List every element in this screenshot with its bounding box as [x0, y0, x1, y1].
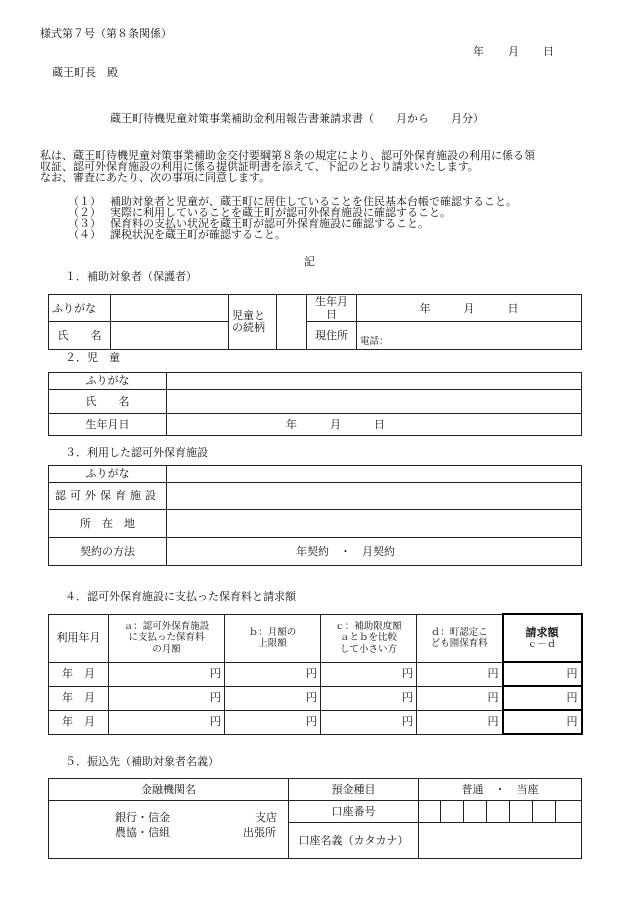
fee-row-3: [49, 710, 582, 734]
account-digit-5[interactable]: [510, 801, 533, 823]
guardian-furigana-field[interactable]: [111, 295, 229, 322]
section2-heading: ２．児 童: [65, 351, 120, 364]
bank-type-2: 農協・信組: [115, 826, 170, 839]
contract-method-label: 契約の方法: [49, 538, 167, 566]
fee-row-1: [49, 662, 582, 686]
facility-table: [48, 465, 582, 566]
consent-1-number: （１）: [68, 195, 101, 208]
bank-table: [48, 778, 582, 859]
ki-label: 記: [304, 255, 315, 268]
col-c-line1: ｃ：補助限度額: [335, 620, 402, 632]
col-d-header: [417, 614, 503, 662]
branch-label-1: 支店: [255, 811, 277, 824]
child-furigana-field[interactable]: [167, 373, 582, 390]
row2-e[interactable]: 円: [503, 686, 582, 710]
addressee: 蔵王町長 殿: [52, 66, 118, 79]
col-a-line3: の月額: [152, 643, 181, 655]
account-name-label: 口座名義（カタカナ）: [289, 823, 419, 859]
intro-line-2: 収証、認可外保育施設の利用に係る提供証明書を添えて、下記のとおり請求いたします。: [40, 160, 479, 173]
col-e-line2: ｃ－ｄ: [527, 638, 557, 650]
guardian-relation-field[interactable]: [277, 295, 307, 350]
col-b-header: [225, 614, 321, 662]
guardian-address-field[interactable]: [357, 322, 582, 350]
child-birth-label: 生年月日: [49, 414, 167, 436]
col-c-line3: して小さい方: [339, 643, 397, 655]
section5-heading: ５．振込先（補助対象者名義）: [65, 755, 219, 768]
col-a-line1: ａ：認可外保育施設: [123, 620, 210, 632]
row2-b[interactable]: 円: [225, 686, 321, 710]
row1-b[interactable]: 円: [225, 662, 321, 686]
section3-heading: ３．利用した認可外保育施設: [65, 446, 208, 459]
col-month-header: 利用年月: [49, 614, 109, 662]
facility-name-field[interactable]: [167, 483, 582, 510]
row3-e[interactable]: 円: [503, 710, 582, 734]
consent-2-number: （２）: [68, 206, 101, 219]
child-name-field[interactable]: [167, 390, 582, 414]
account-digit-4[interactable]: [487, 801, 510, 823]
child-birth-field[interactable]: 年 月 日: [167, 414, 582, 436]
fee-table: [48, 613, 583, 735]
deposit-type-label: 預金種目: [289, 779, 419, 801]
col-b-line1: ｂ：月額の: [248, 626, 297, 638]
facility-furigana-label: ふりがな: [49, 466, 167, 483]
col-b-line2: 上限額: [258, 638, 287, 649]
guardian-furigana-label: ふりがな: [49, 295, 111, 322]
row2-month[interactable]: 年 月: [49, 686, 109, 710]
guardian-relation-label: 児童との続柄: [229, 295, 277, 350]
col-c-header: [321, 614, 417, 662]
guardian-name-field[interactable]: [111, 322, 229, 350]
facility-name-label: 認可外保育施設: [49, 483, 167, 510]
guardian-name-label: 氏 名: [49, 322, 111, 350]
date-month-label: 月: [508, 45, 519, 58]
account-name-field[interactable]: [419, 823, 582, 859]
consent-4-text: 課税状況を蔵王町が確認すること。: [110, 228, 286, 241]
account-digit-1[interactable]: [419, 801, 441, 823]
account-digit-2[interactable]: [441, 801, 464, 823]
consent-3-number: （３）: [68, 217, 101, 230]
child-furigana-label: ふりがな: [49, 373, 167, 390]
phone-label: 電話：: [360, 335, 389, 347]
child-table: [48, 372, 582, 436]
consent-3-text: 保育料の支払い状況を蔵王町が認可外保育施設に確認すること。: [110, 217, 429, 230]
date-year-label: 年: [473, 45, 484, 58]
bank-name-field[interactable]: [49, 801, 289, 859]
row2-d[interactable]: 円: [417, 686, 503, 710]
facility-location-label: 所 在 地: [49, 510, 167, 538]
col-e-header: [503, 614, 582, 662]
account-number-label: 口座番号: [289, 801, 419, 823]
document-title: 蔵王町待機児童対策事業補助金利用報告書兼請求書（ 月から 月分）: [110, 112, 484, 125]
facility-furigana-field[interactable]: [167, 466, 582, 483]
intro-line-3: なお、審査にあたり、次の事項に同意します。: [40, 171, 271, 184]
consent-1-text: 補助対象者と児童が、蔵王町に居住していることを住民基本台帳で確認すること。: [110, 195, 517, 208]
bank-name-header: 金融機関名: [49, 779, 289, 801]
row1-e[interactable]: 円: [503, 662, 582, 686]
intro-line-1: 私は、蔵王町待機児童対策事業補助金交付要綱第８条の規定により、認可外保育施設の利用に係る領: [40, 149, 535, 162]
col-e-line1: 請求額: [525, 625, 559, 639]
col-a-header: [109, 614, 225, 662]
row1-month[interactable]: 年 月: [49, 662, 109, 686]
row2-c[interactable]: 円: [321, 686, 417, 710]
bank-type-1: 銀行・信金: [115, 811, 170, 824]
row1-c[interactable]: 円: [321, 662, 417, 686]
row1-a[interactable]: 円: [109, 662, 225, 686]
row3-d[interactable]: 円: [417, 710, 503, 734]
facility-location-field[interactable]: [167, 510, 582, 538]
account-digit-6[interactable]: [533, 801, 556, 823]
guardian-birth-label: 生年月日: [307, 295, 357, 322]
date-day-label: 日: [543, 45, 554, 58]
consent-4-number: （４）: [68, 228, 101, 241]
col-d-line1: ｄ：町認定こ: [430, 626, 488, 638]
deposit-type-field[interactable]: 普通 ・ 当座: [419, 779, 582, 801]
section1-heading: １．補助対象者（保護者）: [65, 270, 197, 283]
fee-row-2: [49, 686, 582, 710]
section4-heading: ４．認可外保育施設に支払った保育料と請求額: [65, 590, 296, 603]
contract-method-field[interactable]: 年契約 ・ 月契約: [167, 538, 582, 566]
row3-b[interactable]: 円: [225, 710, 321, 734]
guardian-birth-field[interactable]: 年 月 日: [357, 295, 582, 322]
guardian-table: [48, 294, 582, 350]
child-name-label: 氏 名: [49, 390, 167, 414]
guardian-address-label: 現住所: [307, 322, 357, 350]
account-digit-7[interactable]: [556, 801, 582, 823]
col-d-line2: ども園保育料: [430, 638, 488, 649]
row2-a[interactable]: 円: [109, 686, 225, 710]
consent-2-text: 実際に利用していることを蔵王町が認可外保育施設に確認すること。: [110, 206, 451, 219]
col-a-line2: に支払った保育料: [128, 632, 205, 644]
row1-d[interactable]: 円: [417, 662, 503, 686]
form-number: 様式第７号（第８条関係）: [40, 27, 172, 40]
row3-c[interactable]: 円: [321, 710, 417, 734]
row3-month[interactable]: 年 月: [49, 710, 109, 734]
branch-label-2: 出張所: [243, 826, 276, 839]
account-digit-3[interactable]: [464, 801, 487, 823]
row3-a[interactable]: 円: [109, 710, 225, 734]
col-c-line2: ａとｂを比較: [339, 632, 397, 644]
